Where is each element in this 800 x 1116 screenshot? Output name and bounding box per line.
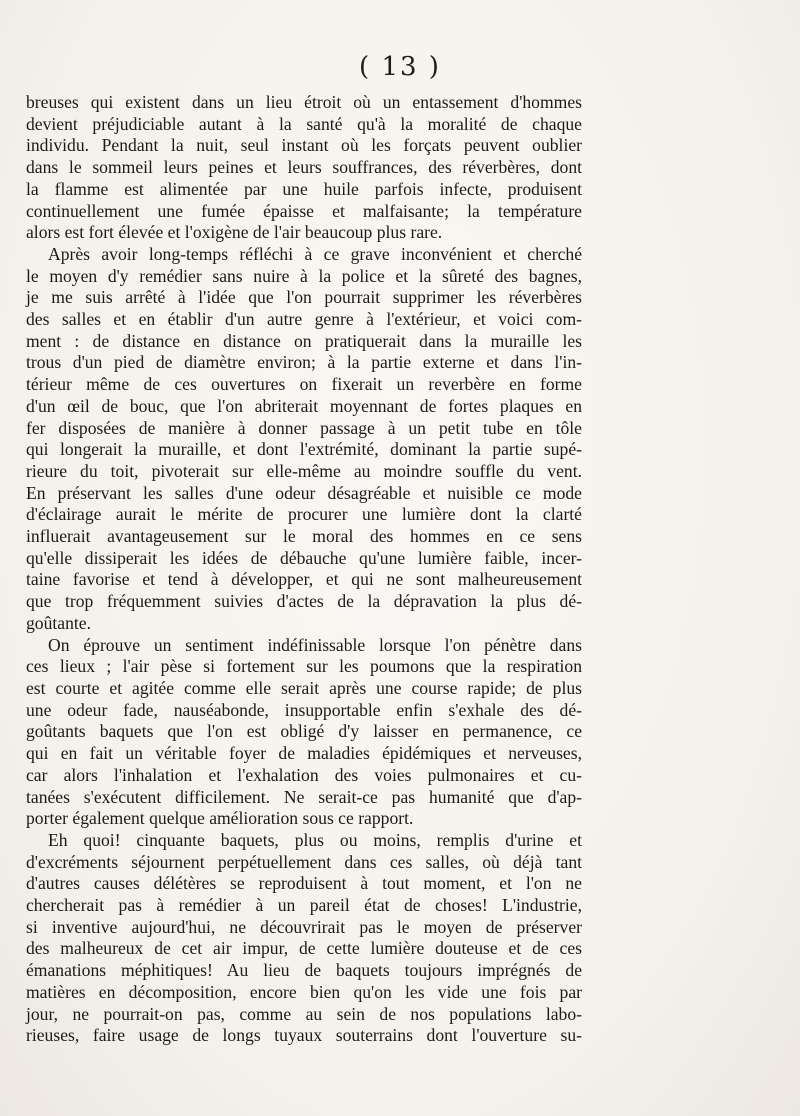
text-line: fer disposées de manière à donner passage à un petit tube en tôle <box>26 417 582 438</box>
text-line: que trop fréquemment suivies d'actes de la dépravation la plus dé- <box>26 591 582 612</box>
text-line: breuses qui existent dans un lieu étroit où un entassement d'hommes <box>26 92 582 112</box>
text-line: jour, ne pourrait-on pas, comme au sein de nos populations labo- <box>26 1003 582 1024</box>
text-line: porter également quelque amélioration sous ce rapport. <box>26 808 414 829</box>
paragraph <box>26 92 582 244</box>
paragraph <box>26 635 582 830</box>
text-line: En préservant les salles d'une odeur désagréable et nuisible ce mode <box>26 482 582 503</box>
text-line: devient préjudiciable autant à la santé qu'à la moralité de chaque <box>26 113 582 134</box>
text-line: térieur même de ces ouvertures on fixerait un reverbère en forme <box>26 374 582 395</box>
text-line: le moyen d'y remédier sans nuire à la police et la sûreté des bagnes, <box>26 265 582 286</box>
page-number: ( 13 ) <box>359 52 441 82</box>
text-line: je me suis arrêté à l'idée que l'on pourrait supprimer les réverbères <box>26 287 582 308</box>
text-line: d'un œil de bouc, que l'on abriterait moyennant de fortes plaques en <box>26 395 582 416</box>
text-line: Eh quoi! cinquante baquets, plus ou moins, remplis d'urine et <box>48 829 582 850</box>
text-line: goûtants baquets que l'on est obligé d'y laisser en permanence, ce <box>26 721 582 742</box>
text-line: trous d'un pied de diamètre environ; à la partie externe et dans l'in- <box>26 352 582 373</box>
paragraph <box>26 244 582 635</box>
text-line: goûtante. <box>26 612 91 633</box>
text-line: individu. Pendant la nuit, seul instant où les forçats peuvent oublier <box>26 135 582 156</box>
text-line: Après avoir long-temps réfléchi à ce grave inconvénient et cherché <box>48 243 582 264</box>
text-line: émanations méphitiques! Au lieu de baquets toujours imprégnés de <box>26 960 582 981</box>
paragraph <box>26 830 582 1047</box>
text-line: On éprouve un sentiment indéfinissable lorsque l'on pénètre dans <box>48 634 582 655</box>
text-line: des salles et en établir d'un autre genre à l'extérieur, et voici com- <box>26 309 582 330</box>
text-line: des malheureux de cet air impur, de cette lumière douteuse et de ces <box>26 938 582 959</box>
text-line: dans le sommeil leurs peines et leurs souffrances, des réverbères, dont <box>26 157 582 178</box>
text-line: d'éclairage aurait le mérite de procurer une lumière dont la clarté <box>26 504 582 525</box>
text-line: taine favorise et tend à développer, et qui ne sont malheureusement <box>26 569 582 590</box>
text-line: influerait avantageusement sur le moral des hommes en ce sens <box>26 526 582 547</box>
text-line: tanées s'exécutent difficilement. Ne serait-ce pas humanité que d'ap- <box>26 786 582 807</box>
text-line: rieure du toit, pivoterait sur elle-même au moindre souffle du vent. <box>26 460 582 481</box>
text-line: qui longerait la muraille, et dont l'extrémité, dominant la partie supé- <box>26 439 582 460</box>
text-line: alors est fort élevée et l'oxigène de l'air beaucoup plus rare. <box>26 222 443 243</box>
text-line: rieuses, faire usage de longs tuyaux souterrains dont l'ouverture su- <box>26 1025 582 1046</box>
text-line: continuellement une fumée épaisse et malfaisante; la température <box>26 200 582 221</box>
text-line: est courte et agitée comme elle serait après une course rapide; de plus <box>26 677 582 698</box>
text-line: ces lieux ; l'air pèse si fortement sur les poumons que la respiration <box>26 656 582 677</box>
text-line: la flamme est alimentée par une huile parfois infecte, produisent <box>26 178 582 199</box>
text-line: chercherait pas à remédier à un pareil état de choses! L'industrie, <box>26 895 582 916</box>
text-line: qu'elle dissiperait les idées de débauche qu'une lumière faible, incer- <box>26 547 582 568</box>
text-line: qui en fait un véritable foyer de maladies épidémiques et nerveuses, <box>26 743 582 764</box>
text-line: matières en décomposition, encore bien qu'on les vide une fois par <box>26 981 582 1002</box>
text-line: ment : de distance en distance on pratiquerait dans la muraille les <box>26 330 582 351</box>
text-line: d'autres causes délétères se reproduisent à tout moment, et l'on ne <box>26 873 582 894</box>
text-line: si inventive aujourd'hui, ne découvrirait pas le moyen de préserver <box>26 916 582 937</box>
text-line: une odeur fade, nauséabonde, insupportable enfin s'exhale des dé- <box>26 699 582 720</box>
body-text <box>26 92 582 1047</box>
text-line: car alors l'inhalation et l'exhalation des voies pulmonaires et cu- <box>26 764 582 785</box>
text-line: d'excréments séjournent perpétuellement dans ces salles, où déjà tant <box>26 851 582 872</box>
